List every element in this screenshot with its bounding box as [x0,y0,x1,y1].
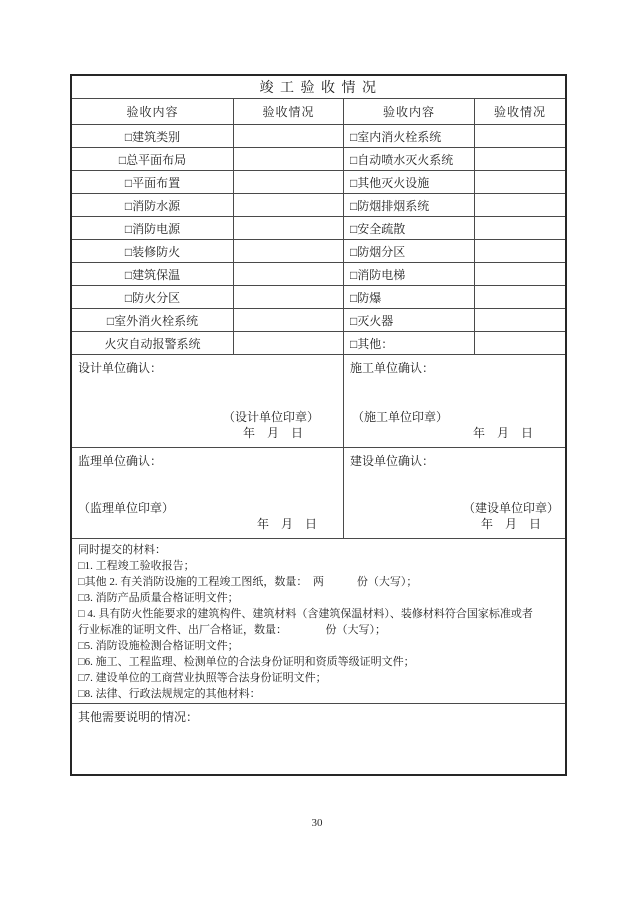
header-acceptance-status-right: 验收情况 [493,105,546,119]
supervision-unit-date-line: 年 月 日 [256,517,317,531]
acceptance-item-checkbox-label: □消防电梯 [344,263,475,285]
acceptance-status-cell [475,125,565,147]
acceptance-status-cell [234,263,344,285]
material-item-line: □1. 工程竣工验收报告； [78,560,195,572]
acceptance-item-checkbox-label: □建筑类别 [72,125,234,147]
page-number: 30 [311,817,323,829]
header-acceptance-content-right: 验收内容 [344,99,475,124]
acceptance-status-cell [475,332,565,354]
supervision-unit-confirmation-label: 监理单位确认： [78,454,163,468]
design-unit-date-line: 年 月 日 [242,426,303,440]
acceptance-status-cell [234,332,344,354]
acceptance-status-cell [475,171,565,193]
construction-unit-seal-placeholder: （施工单位印章） [352,410,449,424]
acceptance-status-cell [234,286,344,308]
acceptance-row [72,286,565,309]
material-item-line-continuation: 行业标准的证明文件、出厂合格证，数量： 份（大写）； [78,624,386,636]
acceptance-item-checkbox-label: □其他： [344,332,475,354]
material-item-line: □8. 法律、行政法规规定的其他材料： [78,688,261,700]
design-unit-seal-placeholder: （设计单位印章） [222,410,319,424]
acceptance-item-checkbox-label: □建筑保温 [72,263,234,285]
signature-space [72,469,343,500]
construction-unit-confirmation-cell [344,355,565,447]
other-notes-section [72,704,565,774]
acceptance-row [72,263,565,286]
acceptance-row [72,309,565,332]
acceptance-status-cell [234,309,344,331]
builder-unit-confirmation-label: 建设单位确认： [350,454,435,468]
acceptance-item-checkbox-label: □总平面布局 [72,148,234,170]
material-item-line: □6. 施工、工程监理、检测单位的合法身份证明和资质等级证明文件； [78,656,415,668]
design-unit-confirmation-label: 设计单位确认： [78,361,163,375]
material-item-line: □ 4. 具有防火性能要求的建筑构件、建筑材料（含建筑保温材料）、装修材料符合国家标准或者 [78,608,533,620]
builder-unit-date-line: 年 月 日 [480,517,541,531]
acceptance-status-cell [234,217,344,239]
design-construction-confirmation-row [72,355,565,448]
acceptance-status-cell [475,217,565,239]
acceptance-item-checkbox-label: □防烟排烟系统 [344,194,475,216]
acceptance-item-checkbox-label: □其他灭火设施 [344,171,475,193]
acceptance-item-checkbox-label: □安全疏散 [344,217,475,239]
submitted-materials-section [72,539,565,704]
acceptance-status-cell [234,171,344,193]
submitted-materials-heading: 同时提交的材料： [78,544,166,556]
acceptance-status-cell [475,286,565,308]
signature-space [344,469,565,500]
builder-unit-confirmation-cell [344,448,565,538]
acceptance-item-checkbox-label: □灭火器 [344,309,475,331]
acceptance-item-checkbox-label: □消防水源 [72,194,234,216]
header-acceptance-status-left: 验收情况 [234,99,344,124]
acceptance-status-cell [475,194,565,216]
acceptance-item-checkbox-label: □防爆 [344,286,475,308]
supervision-builder-confirmation-row [72,448,565,539]
acceptance-row [72,217,565,240]
acceptance-row [72,194,565,217]
other-notes-label: 其他需要说明的情况： [78,710,199,724]
header-acceptance-content-left: 验收内容 [72,99,234,124]
acceptance-status-cell [234,125,344,147]
acceptance-status-cell [475,309,565,331]
acceptance-item-checkbox-label: □防烟分区 [344,240,475,262]
acceptance-row [72,171,565,194]
form-title: 竣 工 验 收 情 况 [259,81,378,96]
acceptance-status-cell [234,148,344,170]
form-title-row [72,76,565,99]
construction-unit-date-line: 年 月 日 [472,426,533,440]
completion-acceptance-form-table [70,74,567,776]
acceptance-row [72,148,565,171]
acceptance-status-cell [234,240,344,262]
supervision-unit-seal-placeholder: （监理单位印章） [78,501,175,515]
signature-space [344,376,565,409]
acceptance-item-label: 火灾自动报警系统 [72,332,234,354]
construction-unit-confirmation-label: 施工单位确认： [350,361,435,375]
supervision-unit-confirmation-cell [72,448,344,538]
material-item-line: □7. 建设单位的工商营业执照等合法身份证明文件； [78,672,327,684]
design-unit-confirmation-cell [72,355,344,447]
acceptance-row [72,125,565,148]
signature-space [72,376,343,409]
material-item-line: □其他 2. 有关消防设施的工程竣工图纸，数量： 两 份（大写）； [78,576,418,588]
acceptance-item-checkbox-label: □消防电源 [72,217,234,239]
material-item-line: □5. 消防设施检测合格证明文件； [78,640,239,652]
acceptance-status-cell [475,263,565,285]
material-item-line: □3. 消防产品质量合格证明文件； [78,592,239,604]
builder-unit-seal-placeholder: （建设单位印章） [462,501,559,515]
acceptance-item-checkbox-label: □平面布置 [72,171,234,193]
acceptance-status-cell [234,194,344,216]
column-header-row [72,99,565,125]
acceptance-item-checkbox-label: □室内消火栓系统 [344,125,475,147]
acceptance-item-checkbox-label: □装修防火 [72,240,234,262]
acceptance-item-checkbox-label: □室外消火栓系统 [72,309,234,331]
acceptance-item-checkbox-label: □自动喷水灭火系统 [344,148,475,170]
acceptance-row [72,332,565,355]
acceptance-status-cell [475,240,565,262]
acceptance-status-cell [475,148,565,170]
acceptance-item-checkbox-label: □防火分区 [72,286,234,308]
acceptance-row [72,240,565,263]
